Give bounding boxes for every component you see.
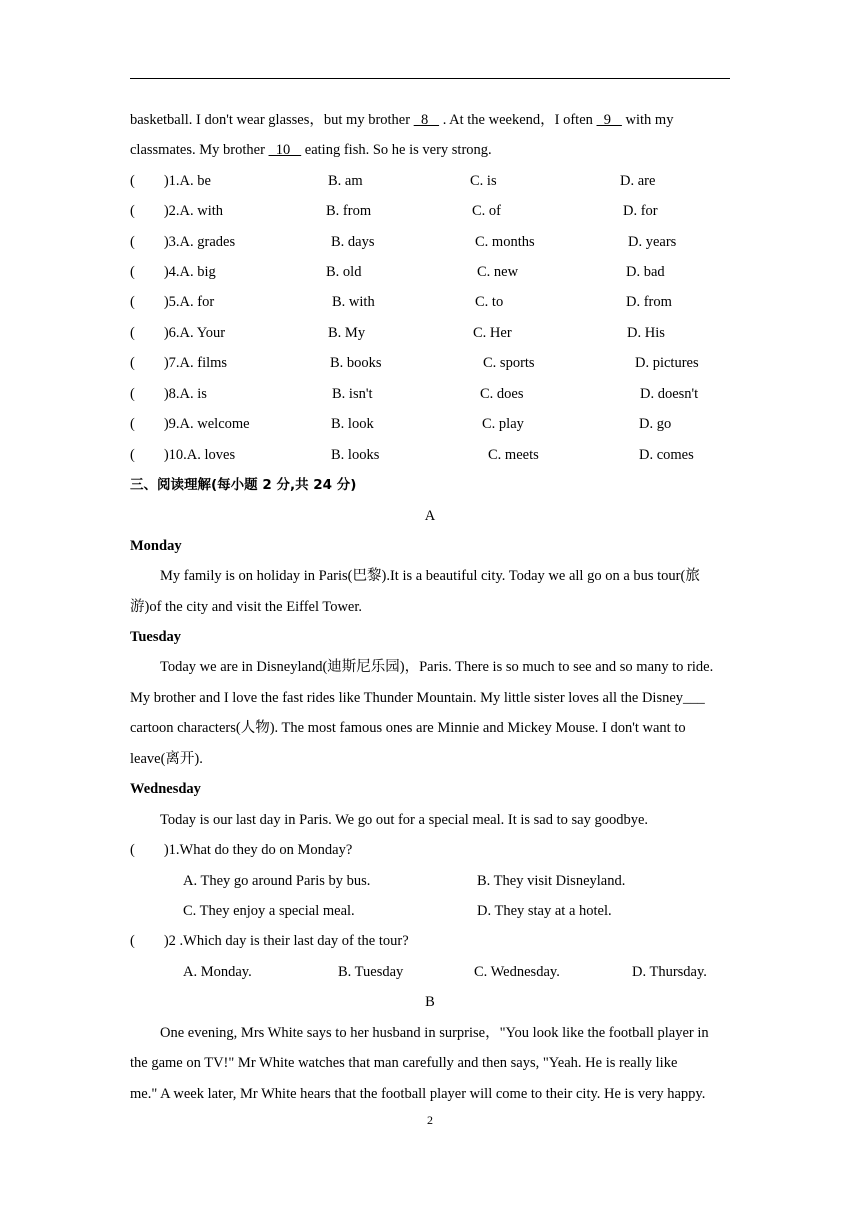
day-heading-monday: Monday <box>130 538 182 554</box>
option-d: D. from <box>626 294 672 310</box>
option-b: B. old <box>326 264 362 280</box>
option-c: C. sports <box>483 355 535 371</box>
cloze-text: classmates. My brother <box>130 142 269 158</box>
option-d: D. for <box>623 203 658 219</box>
option-a: ( )4.A. big <box>130 264 216 280</box>
paragraph-line: My family is on holiday in Paris(巴黎).It is a beautiful city. Today we all go on a bus tour(旅 <box>160 568 700 584</box>
page-number: 2 <box>427 1113 433 1127</box>
header-rule <box>130 78 730 79</box>
option-c: C. play <box>482 416 524 432</box>
day-heading-wednesday: Wednesday <box>130 781 201 797</box>
option-b: B. books <box>330 355 382 371</box>
option-d: D. Thursday. <box>632 964 707 980</box>
option-d: D. years <box>628 234 677 250</box>
cloze-text: basketball. I don't wear glasses，but my brother <box>130 112 414 128</box>
question-1: ( )1.What do they do on Monday? <box>130 842 353 858</box>
paragraph-line: me." A week later, Mr White hears that the football player will come to their city. He is very happy. <box>130 1086 706 1102</box>
option-b: B. They visit Disneyland. <box>477 873 626 889</box>
option-b: B. looks <box>331 447 380 463</box>
option-a: ( )6.A. Your <box>130 325 226 341</box>
option-d: D. doesn't <box>640 386 699 402</box>
option-a: A. They go around Paris by bus. <box>183 873 371 889</box>
paragraph-line: My brother and I love the fast rides like Thunder Mountain. My little sister loves all the Disney___ <box>130 690 705 706</box>
option-b: B. Tuesday <box>338 964 404 980</box>
option-d: D. They stay at a hotel. <box>477 903 612 919</box>
paragraph-line: cartoon characters(人物). The most famous ones are Minnie and Mickey Mouse. I don't want to <box>130 720 686 736</box>
option-c: C. new <box>477 264 519 280</box>
option-d: D. go <box>639 416 672 432</box>
option-b: B. days <box>331 234 375 250</box>
option-d: D. are <box>620 173 656 189</box>
option-b: B. am <box>328 173 363 189</box>
option-b: B. with <box>332 294 375 310</box>
option-d: D. His <box>627 325 665 341</box>
passage-label-a: A <box>424 508 436 524</box>
option-d: D. comes <box>639 447 694 463</box>
option-c: C. is <box>470 173 497 189</box>
option-a: ( )5.A. for <box>130 294 215 310</box>
option-c: C. They enjoy a special meal. <box>183 903 355 919</box>
paragraph-line: One evening, Mrs White says to her husband in surprise，"You look like the football player in <box>160 1025 709 1041</box>
option-a: ( )7.A. films <box>130 355 228 371</box>
paragraph-line: Today we are in Disneyland(迪斯尼乐园)，Paris. There is so much to see and so many to ride. <box>160 659 714 675</box>
option-a: ( )9.A. welcome <box>130 416 250 432</box>
option-d: D. pictures <box>635 355 699 371</box>
option-d: D. bad <box>626 264 665 280</box>
blank-10: 10 <box>268 142 302 158</box>
cloze-text: with my <box>621 112 674 128</box>
option-c: C. meets <box>488 447 539 463</box>
cloze-line-2 <box>130 141 492 159</box>
option-b: B. from <box>326 203 372 219</box>
cloze-line-1 <box>130 111 673 129</box>
cloze-text: . At the weekend，I often <box>439 112 597 128</box>
option-c: C. Her <box>473 325 512 341</box>
option-a: ( )3.A. grades <box>130 234 236 250</box>
blank-9: 9 <box>596 112 622 128</box>
option-c: C. does <box>480 386 524 402</box>
passage-label-b: B <box>425 994 435 1010</box>
day-heading-tuesday: Tuesday <box>130 629 182 645</box>
option-a: ( )1.A. be <box>130 173 211 189</box>
cloze-text: eating fish. So he is very strong. <box>301 142 492 158</box>
option-c: C. Wednesday. <box>474 964 560 980</box>
option-b: B. isn't <box>332 386 373 402</box>
option-a: ( )2.A. with <box>130 203 224 219</box>
option-c: C. to <box>475 294 504 310</box>
paragraph-line: the game on TV!" Mr White watches that man carefully and then says, "Yeah. He is really like <box>130 1055 678 1071</box>
question-2: ( )2 .Which day is their last day of the tour? <box>130 933 409 949</box>
option-a: ( )10.A. loves <box>130 447 236 463</box>
section-heading: 三、阅读理解(每小题 2 分,共 24 分) <box>130 477 357 493</box>
paragraph-line: 游)of the city and visit the Eiffel Tower. <box>130 599 363 615</box>
option-a: ( )8.A. is <box>130 386 207 402</box>
option-c: C. of <box>472 203 501 219</box>
option-b: B. look <box>331 416 374 432</box>
blank-8: 8 <box>413 112 440 128</box>
paragraph-line: leave(离开). <box>130 751 203 767</box>
option-b: B. My <box>328 325 366 341</box>
option-a: A. Monday. <box>183 964 252 980</box>
option-c: C. months <box>475 234 535 250</box>
paragraph-line: Today is our last day in Paris. We go out for a special meal. It is sad to say goodbye. <box>160 812 649 828</box>
